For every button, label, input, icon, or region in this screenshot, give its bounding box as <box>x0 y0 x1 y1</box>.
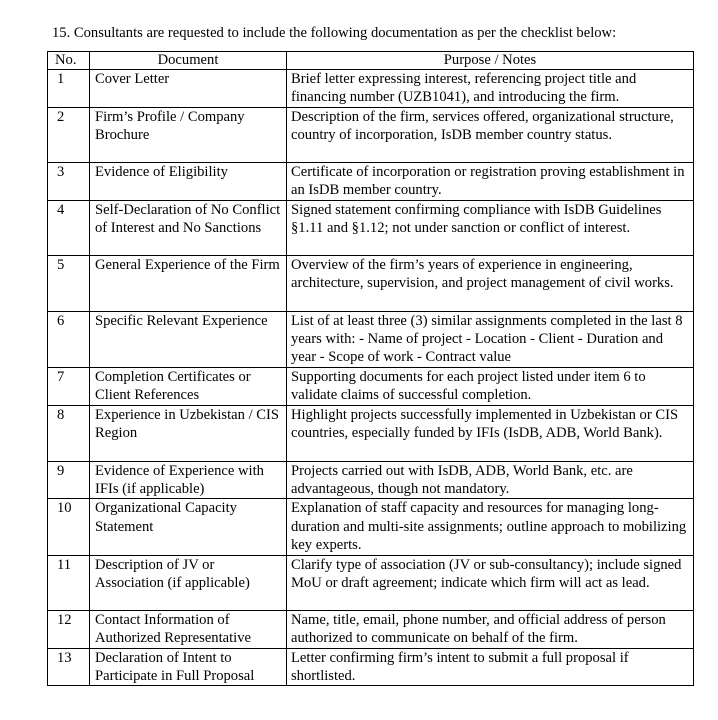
table-row <box>48 70 694 108</box>
row-notes: Overview of the firm’s years of experience in engineering, architecture, supervision, and project management of civil works. <box>287 255 694 311</box>
table-row <box>48 200 694 255</box>
row-notes: Brief letter expressing interest, referencing project title and financing number (UZB1041), and introducing the firm. <box>287 70 694 108</box>
table-row <box>48 405 694 461</box>
row-notes: Supporting documents for each project listed under item 6 to validate claims of successful completion. <box>287 367 694 405</box>
row-document: General Experience of the Firm <box>90 255 287 311</box>
row-number: 5 <box>48 255 90 311</box>
row-number: 2 <box>48 107 90 162</box>
row-number: 3 <box>48 162 90 200</box>
table-row <box>48 255 694 311</box>
row-notes: Explanation of staff capacity and resources for managing long-duration and multi-site assignments; outline approach to mobilizing key experts. <box>287 499 694 555</box>
row-document: Evidence of Eligibility <box>90 162 287 200</box>
table-row <box>48 367 694 405</box>
row-notes: List of at least three (3) similar assignments completed in the last 8 years with: - Name of project - Location - Client - Duration and year - Scope of work - Contract value <box>287 311 694 367</box>
row-document: Declaration of Intent to Participate in Full Proposal <box>90 648 287 686</box>
section-heading: 15. Consultants are requested to include the following documentation as per the checklist below: <box>52 25 617 41</box>
table-row <box>48 648 694 686</box>
row-document: Firm’s Profile / Company Brochure <box>90 107 287 162</box>
row-document: Evidence of Experience with IFIs (if applicable) <box>90 461 287 499</box>
header-no: No. <box>48 52 90 70</box>
row-number: 9 <box>48 461 90 499</box>
table-header-row <box>48 52 694 70</box>
row-notes: Description of the firm, services offered, organizational structure, country of incorporation, IsDB member country status. <box>287 107 694 162</box>
row-notes: Projects carried out with IsDB, ADB, World Bank, etc. are advantageous, though not mandatory. <box>287 461 694 499</box>
row-document: Description of JV or Association (if applicable) <box>90 555 287 610</box>
row-notes: Letter confirming firm’s intent to submit a full proposal if shortlisted. <box>287 648 694 686</box>
row-number: 4 <box>48 200 90 255</box>
row-document: Completion Certificates or Client References <box>90 367 287 405</box>
documentation-checklist-table <box>47 51 694 686</box>
table-row <box>48 311 694 367</box>
table-row <box>48 555 694 610</box>
row-number: 11 <box>48 555 90 610</box>
row-notes: Signed statement confirming compliance with IsDB Guidelines §1.11 and §1.12; not under sanction or conflict of interest. <box>287 200 694 255</box>
row-number: 8 <box>48 405 90 461</box>
table-row <box>48 107 694 162</box>
row-number: 6 <box>48 311 90 367</box>
row-number: 7 <box>48 367 90 405</box>
row-document: Experience in Uzbekistan / CIS Region <box>90 405 287 461</box>
row-document: Specific Relevant Experience <box>90 311 287 367</box>
row-document: Cover Letter <box>90 70 287 108</box>
row-number: 13 <box>48 648 90 686</box>
row-notes: Clarify type of association (JV or sub-consultancy); include signed MoU or draft agreement; indicate which firm will act as lead. <box>287 555 694 610</box>
row-document: Organizational Capacity Statement <box>90 499 287 555</box>
row-number: 10 <box>48 499 90 555</box>
header-notes: Purpose / Notes <box>287 52 694 70</box>
row-document: Self-Declaration of No Conflict of Interest and No Sanctions <box>90 200 287 255</box>
row-number: 1 <box>48 70 90 108</box>
table-row <box>48 499 694 555</box>
table-row <box>48 162 694 200</box>
row-document: Contact Information of Authorized Representative <box>90 610 287 648</box>
row-notes: Highlight projects successfully implemented in Uzbekistan or CIS countries, especially funded by IFIs (IsDB, ADB, World Bank). <box>287 405 694 461</box>
row-number: 12 <box>48 610 90 648</box>
table-row <box>48 610 694 648</box>
row-notes: Name, title, email, phone number, and official address of person authorized to communicate on behalf of the firm. <box>287 610 694 648</box>
row-notes: Certificate of incorporation or registration proving establishment in an IsDB member country. <box>287 162 694 200</box>
header-document: Document <box>90 52 287 70</box>
table-row <box>48 461 694 499</box>
